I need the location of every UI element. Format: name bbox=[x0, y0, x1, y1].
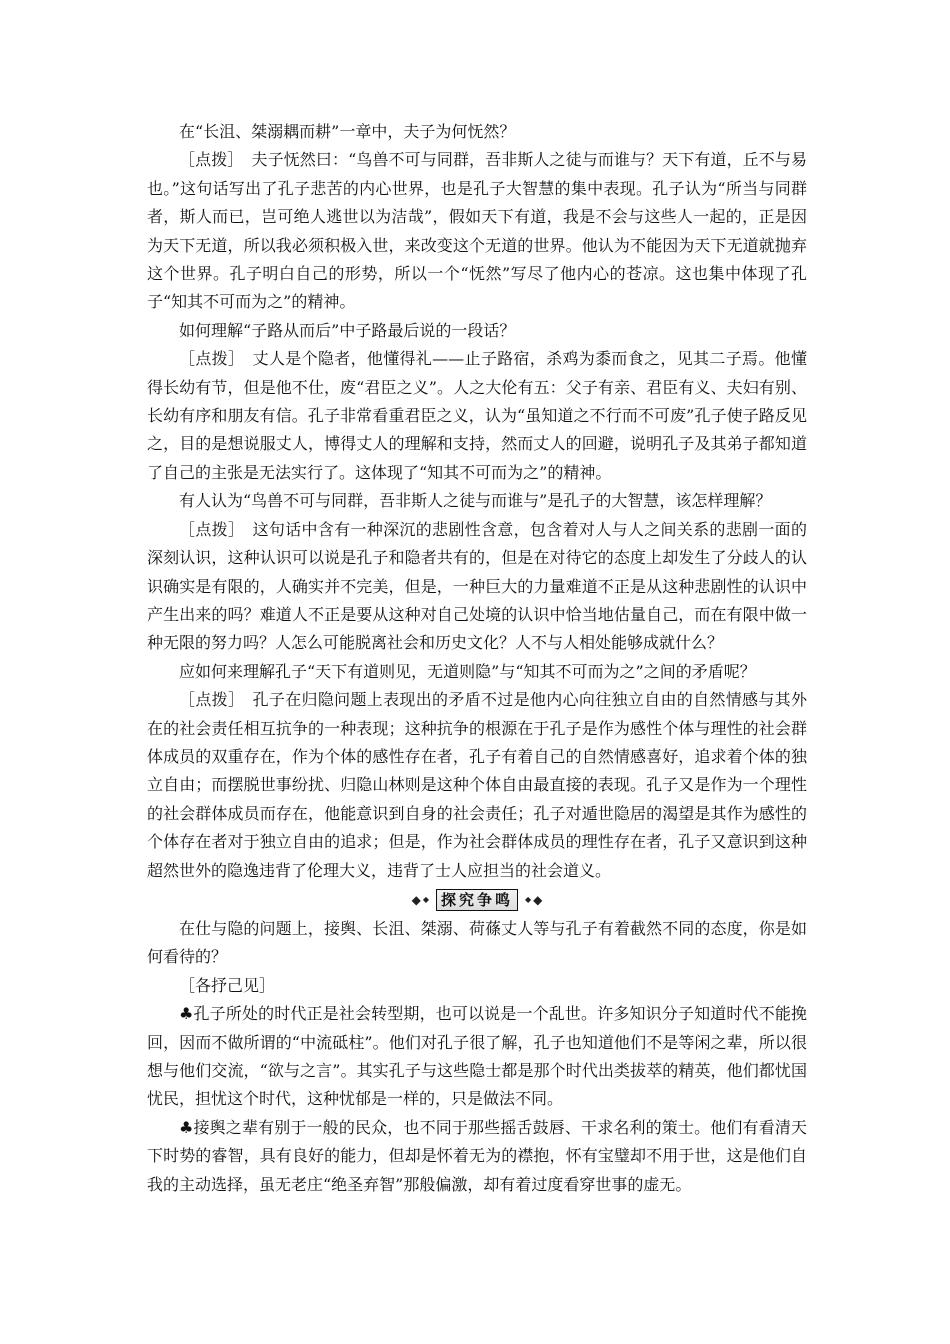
question-paragraph: 应如何来理解孔子“天下有道则见，无道则隐”与“知其不可而为之”之间的矛盾呢？ bbox=[179, 661, 756, 681]
question-paragraph: 在“长沮、桀溺耦而耕”一章中，夫子为何怃然？ bbox=[179, 122, 516, 141]
section-title: 探究争鸣 bbox=[436, 889, 518, 911]
document-page bbox=[147, 118, 807, 1199]
diamond-icon: ◆ bbox=[422, 894, 429, 904]
section-header bbox=[147, 886, 807, 914]
opinion-paragraph: ♣接舆之辈有别于一般的民众，也不同于那些摇舌鼓唇、干求名利的策士。他们有看清天下时势的睿智，具有良好的能力，但却是怀着无为的襟抱，怀有宝璧却不用于世，这是他们自我的主动选择，虽无老庄“绝圣弃智”那般偏激，却有着过度看穿世事的虚无。 bbox=[147, 1117, 807, 1194]
answer-paragraph: ［点拨］ 孔子在归隐问题上表现出的矛盾不过是他内心向往独立自由的自然情感与其外在的社会责任相互抗争的一种表现；这种抗争的根源在于孔子是作为感性个体与理性的社会群体成员的双重存在，作为个体的感性存在者，孔子有着自己的自然情感喜好，追求着个体的独立自由；而摆脱世事纷扰、归隐山林则是这种个体自由最直接的表现。孔子又是作为一个理性的社会群体成员而存在，他能意识到自身的社会责任；孔子对遁世隐居的渴望是其作为感性的个体存在者对于独立自由的追求；但是，作为社会群体成员的理性存在者，孔子又意识到这种超然世外的隐逸违背了伦理大义，违背了士人应担当的社会道义。 bbox=[147, 690, 807, 880]
answer-paragraph: ［点拨］ 夫子怃然曰：“鸟兽不可与同群，吾非斯人之徒与而谁与？天下有道，丘不与易也。”这句话写出了孔子悲苦的内心世界，也是孔子大智慧的集中表现。孔子认为“所当与同群者，斯人而已，岂可绝人逃世以为洁哉”，假如天下有道，我是不会与这些人一起的，正是因为天下无道，所以我必须积极入世，来改变这个无道的世界。他认为不能因为天下无道就抛弃这个世界。孔子明白自己的形势，所以一个“怃然”写尽了他内心的苍凉。这也集中体现了孔子“知其不可而为之”的精神。 bbox=[147, 150, 807, 312]
answer-paragraph: ［点拨］ 丈人是个隐者，他懂得礼——止子路宿，杀鸡为黍而食之，见其二子焉。他懂得长幼有节，但是他不仕，废“君臣之义”。人之大伦有五：父子有亲、君臣有义、夫妇有别、长幼有序和朋友有信。孔子非常看重君臣之义，认为“虽知道之不行而不可废”孔子使子路反见之，目的是想说服丈人，博得丈人的理解和支持，然而丈人的回避，说明孔子及其弟子都知道了自己的主张是无法实行了。这体现了“知其不可而为之”的精神。 bbox=[147, 349, 807, 482]
question-paragraph: 在仕与隐的问题上，接舆、长沮、桀溺、荷蓧丈人等与孔子有着截然不同的态度，你是如何看待的？ bbox=[147, 918, 807, 967]
opinion-label: ［各抒己见］ bbox=[179, 975, 276, 995]
opinion-paragraph: ♣孔子所处的时代正是社会转型期，也可以说是一个乱世。许多知识分子知道时代不能挽回，因而不做所谓的“中流砥柱”。他们对孔子很了解，孔子也知道他们不是等闲之辈，所以很想与他们交流，“欲与之言”。其实孔子与这些隐士都是那个时代出类拔萃的精英，他们都忧国忧民，担忧这个时代，这种忧郁是一样的，只是做法不同。 bbox=[147, 1004, 807, 1109]
diamond-icon: ◆ bbox=[533, 892, 543, 907]
diamond-icon: ◆ bbox=[411, 892, 421, 907]
question-paragraph: 有人认为“鸟兽不可与同群，吾非斯人之徒与而谁与”是孔子的大智慧，该怎样理解？ bbox=[179, 491, 772, 511]
diamond-icon: ◆ bbox=[525, 894, 532, 904]
answer-paragraph: ［点拨］ 这句话中含有一种深沉的悲剧性含意，包含着对人与人之间关系的悲剧一面的深刻认识，这种认识可以说是孔子和隐者共有的，但是在对待它的态度上却发生了分歧人的认识确实是有限的，人确实并不完美，但是，一种巨大的力量难道不正是从这种悲剧性的认识中产生出来的吗？难道人不正是要从这种对自己处境的认识中恰当地估量自己，而在有限中做一种无限的努力吗？人怎么可能脱离社会和历史文化？人不与人相处能够成就什么？ bbox=[147, 519, 807, 653]
question-paragraph: 如何理解“子路从而后”中子路最后说的一段话？ bbox=[179, 320, 516, 340]
